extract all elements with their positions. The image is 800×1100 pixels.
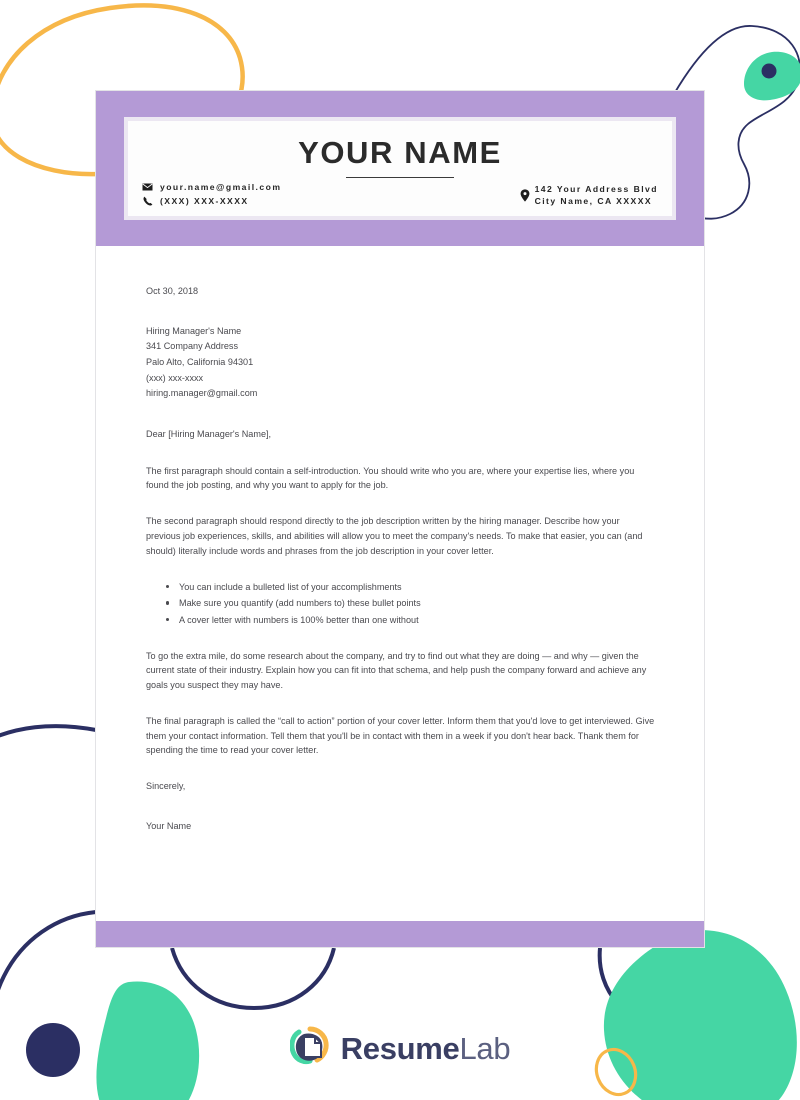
body-paragraph-4: The final paragraph is called the “call to action” portion of your cover letter. Inform them that you'd love to get interviewed. Give them your contact information. Tell them that you'll be in contact with them in a week if you don't hear back. Thank them for spending the time to read your cover letter.	[146, 715, 655, 756]
list-item: You can include a bulleted list of your accomplishments	[179, 579, 656, 595]
contact-email-text: your.name@gmail.com	[160, 182, 282, 192]
contact-email	[142, 182, 281, 192]
contact-phone-text: (XXX) XXX-XXXX	[160, 196, 249, 206]
recipient-line: hiring.manager@gmail.com	[146, 388, 258, 399]
list-item: A cover letter with numbers is 100% better than one without	[179, 612, 656, 628]
resumelab-wordmark	[341, 1031, 511, 1067]
contact-address-line2: City Name, CA XXXXX	[534, 196, 653, 206]
decor-green-blob-bottom-right	[604, 930, 797, 1100]
body-paragraph-1: The first paragraph should contain a self-introduction. You should write who you are, where your expertise lies, where you found the job posting, and why you want to apply for the job.	[146, 465, 635, 491]
recipient-block	[146, 324, 656, 402]
salutation: Dear [Hiring Manager's Name],	[146, 428, 272, 439]
brand-name-bold: Resume	[340, 1030, 460, 1066]
body-paragraph-3: To go the extra mile, do some research about the company, and try to find out what they are doing — and why — given the current state of their industry. Explain how you can fit into that schema, and help push the company forward and achieve any goals you suspect they may have.	[146, 650, 647, 691]
brand-name-light: Lab	[459, 1030, 511, 1066]
contact-address-line1: 142 Your Address Blvd	[534, 184, 658, 194]
recipient-line: (xxx) xxx-xxxx	[146, 372, 204, 383]
applicant-name: YOUR NAME	[298, 135, 502, 170]
contact-address	[520, 184, 658, 206]
letter-date: Oct 30, 2018	[146, 286, 199, 296]
letter-body	[96, 246, 704, 921]
closing: Sincerely,	[146, 781, 186, 792]
cover-letter-page	[95, 90, 705, 948]
phone-icon	[142, 196, 153, 206]
signature-name: Your Name	[146, 820, 192, 831]
name-divider-rule	[346, 177, 454, 179]
body-paragraph-2: The second paragraph should respond directly to the job description written by the hiring manager. Describe how your previous job experiences, skills, and abilities will allow you to meet the company's needs. To make that easier, you can (and should) literally include words and phrases from the job description in your cover letter.	[146, 516, 643, 556]
contact-left-column	[142, 182, 281, 206]
resumelab-document-logo	[290, 1026, 330, 1071]
contact-row	[142, 182, 658, 206]
map-pin-icon	[520, 189, 531, 202]
decor-navy-curve-left-upper	[0, 726, 96, 744]
decor-navy-arc-bottom-center	[172, 948, 334, 1008]
list-item: Make sure you quantify (add numbers to) these bullet points	[179, 595, 656, 611]
recipient-line: Palo Alto, California 94301	[146, 357, 254, 367]
recipient-line: Hiring Manager's Name	[146, 325, 242, 336]
letter-header-inner	[124, 117, 676, 220]
resumelab-brand	[0, 1026, 800, 1071]
recipient-line: 341 Company Address	[146, 341, 239, 352]
envelope-icon	[142, 183, 153, 191]
decor-navy-dot-top-right	[762, 64, 777, 79]
accomplishments-list	[146, 579, 656, 628]
letter-footer-band	[96, 921, 704, 947]
letter-header-band	[96, 91, 704, 246]
contact-phone	[142, 196, 281, 206]
